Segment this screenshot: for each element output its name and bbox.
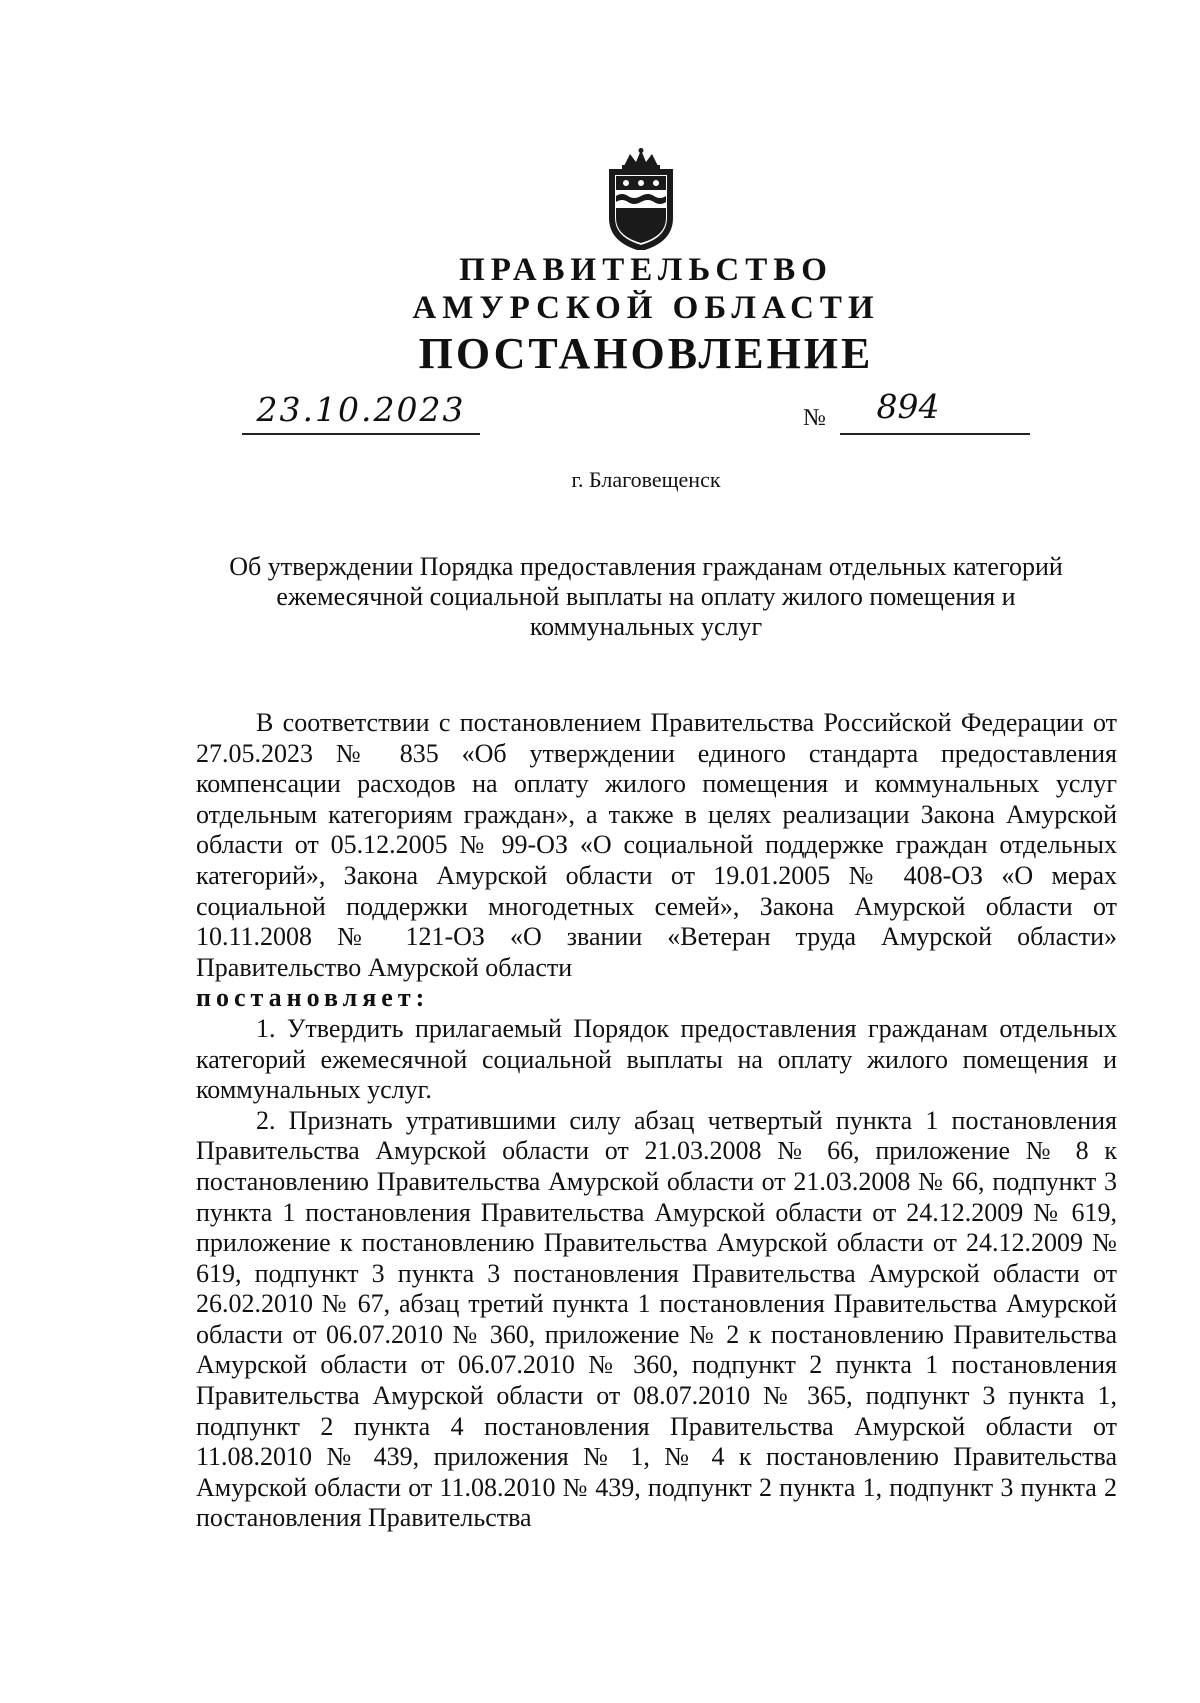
handwritten-number: 894 (876, 387, 940, 426)
number-underline (840, 433, 1030, 435)
government-name-line2: АМУРСКОЙ ОБЛАСТИ (412, 290, 880, 326)
date-underline (242, 433, 480, 435)
number-label: № (803, 405, 826, 431)
resolves-heading: постановляет: (196, 983, 430, 1013)
coat-of-arms-emblem (602, 148, 680, 250)
item-1-paragraph: 1. Утвердить прилагаемый Порядок предоставления гражданам отдельных категорий ежемесячной социальной выплаты на оплату жилого помещения и коммунальных услуг. (196, 1013, 1117, 1105)
decree-body (196, 708, 1117, 1534)
preamble-paragraph: В соответствии с постановлением Правительства Российской Федерации от 27.05.2023 № 835 «Об утверждении единого стандарта предоставления компенсации расходов на оплату жилого помещения и коммунальных услуг отдельным категориям граждан», а также в целях реализации Закона Амурской области от 05.12.2005 № 99-ОЗ «О социальной поддержке граждан отдельных категорий», Закона Амурской области от 19.01.2005 № 408-ОЗ «О мерах социальной поддержки многодетных семей», Закона Амурской области от 10.11.2008 № 121-ОЗ «О звании «Ветеран труда Амурской области» Правительство Амурской области (196, 708, 1117, 982)
city-name: г. Благовещенск (571, 467, 721, 492)
document-type-title: ПОСТАНОВЛЕНИЕ (418, 329, 874, 378)
item-2-paragraph: 2. Признать утратившими силу абзац четвертый пункта 1 постановления Правительства Амурской области от 21.03.2008 № 66, приложение № 8 к постановлению Правительства Амурской области от 21.03.2008 № 66, подпункт 3 пункта 1 постановления Правительства Амурской области от 24.12.2009 № 619, приложение к постановлению Правительства Амурской области от 24.12.2009 № 619, подпункт 3 пункта 3 постановления Правительства Амурской области от 26.02.2010 № 67, абзац третий пункта 1 постановления Правительства Амурской области от 06.07.2010 № 360, приложение № 2 к постановлению Правительства Амурской области от 06.07.2010 № 360, подпункт 2 пункта 1 постановления Правительства Амурской области от 08.07.2010 № 365, подпункт 3 пункта 1, подпункт 2 пункта 4 постановления Правительства Амурской области от 11.08.2010 № 439, приложения № 1, № 4 к постановлению Правительства Амурской области от 11.08.2010 № 439, подпункт 2 пункта 1, подпункт 3 пункта 2 постановления Правительства (196, 1105, 1117, 1533)
decree-title: Об утверждении Порядка предоставления гражданам отдельных категорий ежемесячной социальной выплаты на оплату жилого помещения и коммунальных услуг (229, 552, 1063, 641)
handwritten-date: 23.10.2023 (256, 390, 466, 429)
government-name-line1: ПРАВИТЕЛЬСТВО (459, 252, 833, 288)
